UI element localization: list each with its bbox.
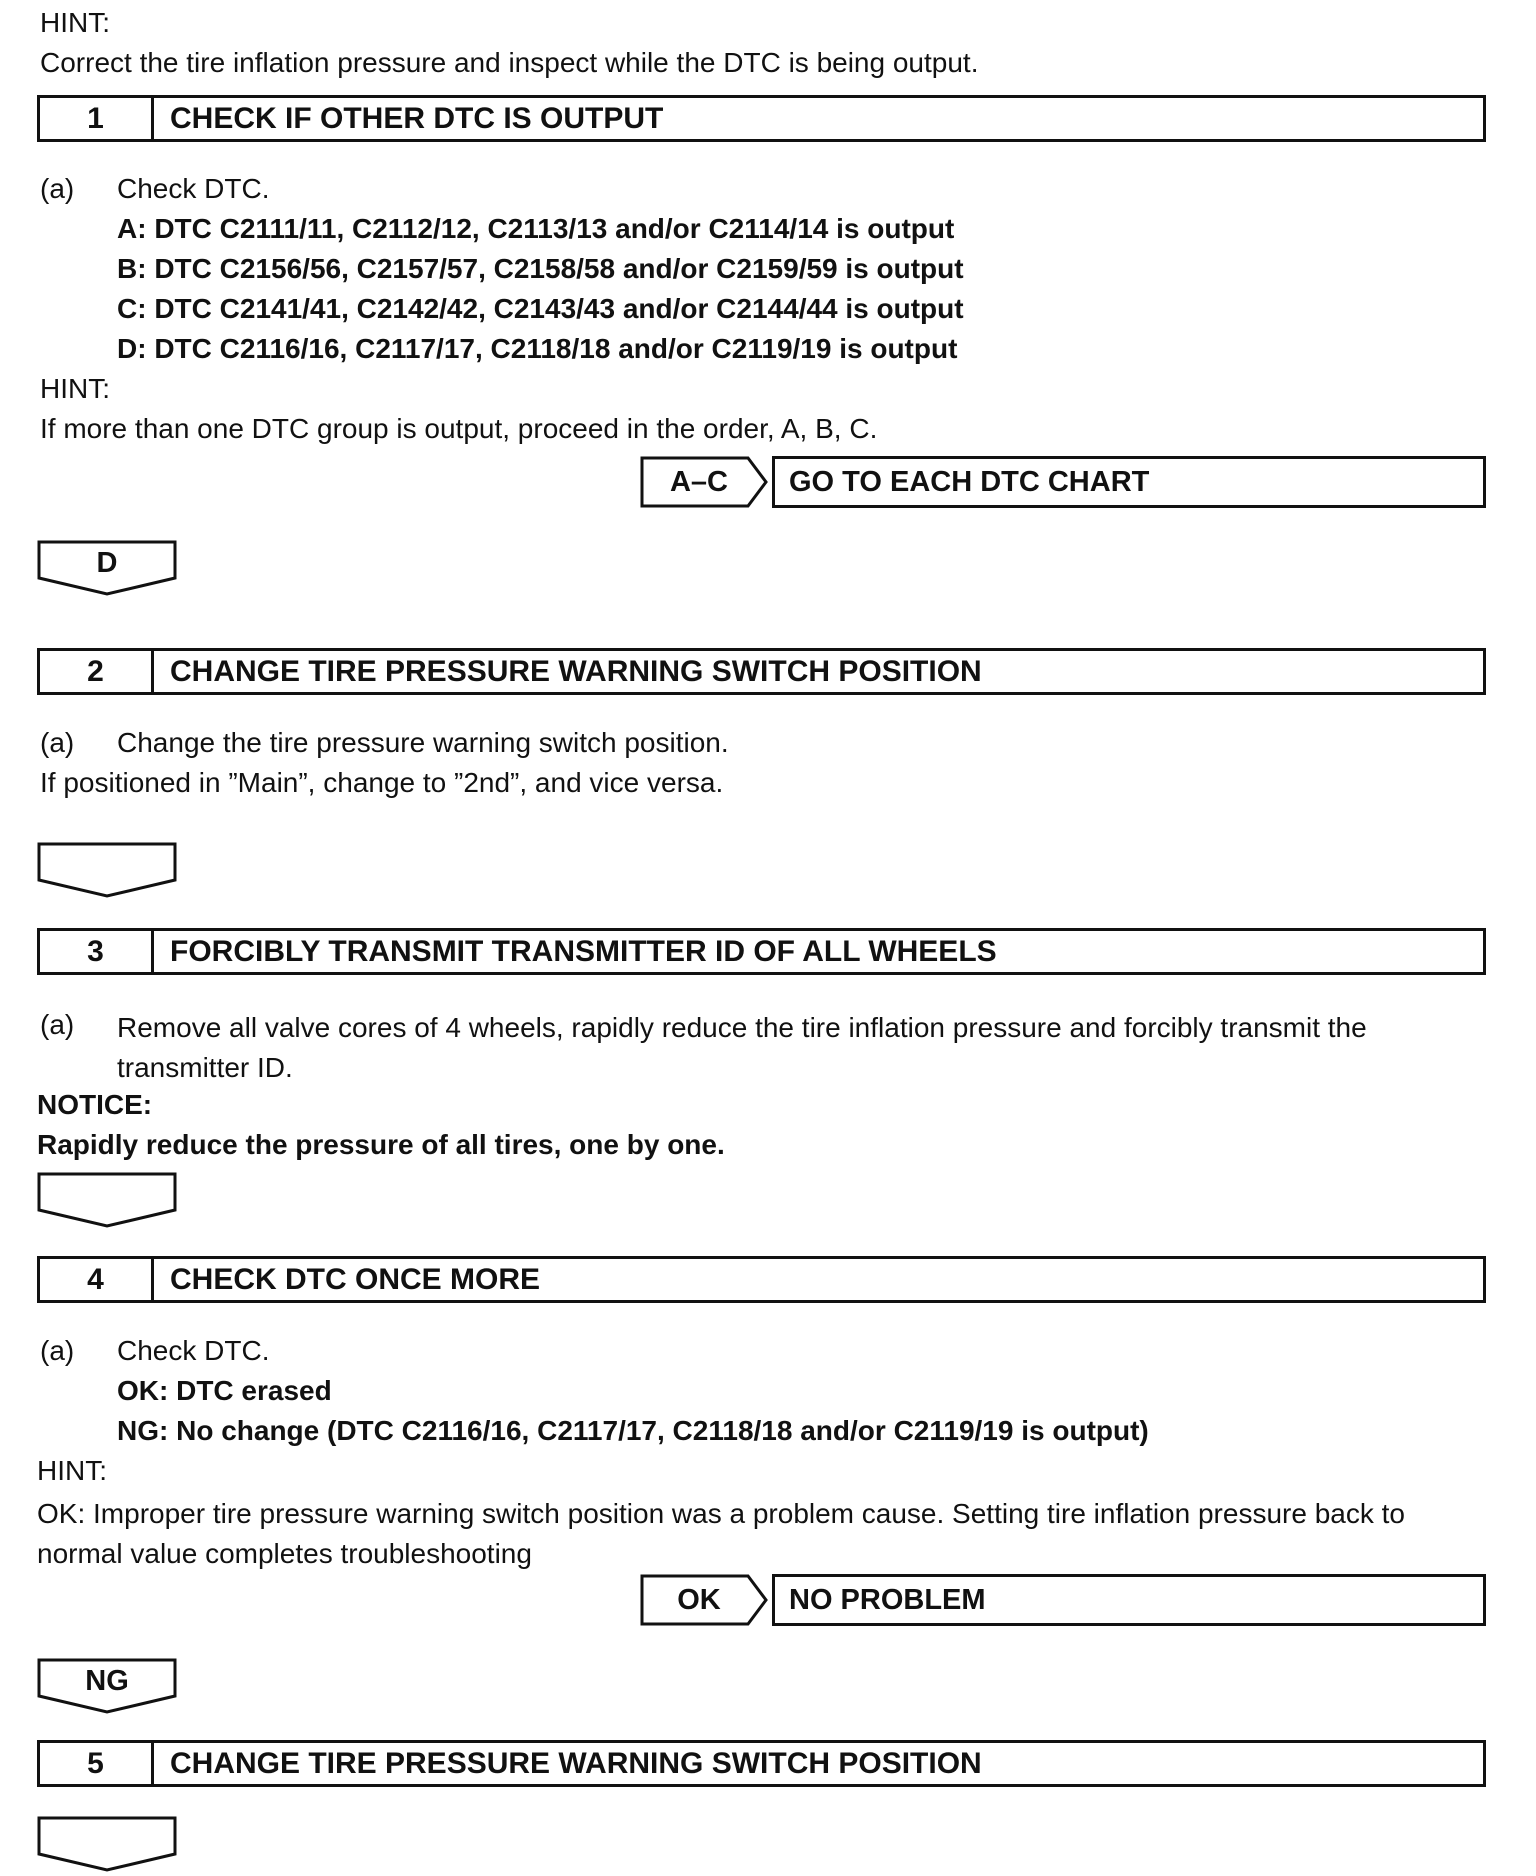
item-marker: (a): [40, 1009, 75, 1040]
step-number: 3: [40, 931, 154, 972]
step-title: CHECK IF OTHER DTC IS OUTPUT: [170, 101, 664, 135]
step-4-header: [37, 1256, 1486, 1303]
option-a: A: DTC C2111/11, C2112/12, C2113/13 and/or C2114/14 is output: [117, 213, 955, 244]
hint-text: OK: Improper tire pressure warning switch position was a problem cause. Setting tire inflation pressure back to normal value completes troubleshooting: [37, 1498, 1405, 1569]
step-5-header: [37, 1740, 1486, 1787]
result-message: NO PROBLEM: [772, 1574, 1486, 1626]
result-branch-ok: [640, 1574, 1486, 1626]
flow-arrow: [37, 1816, 177, 1874]
step-title: CHANGE TIRE PRESSURE WARNING SWITCH POSITION: [170, 654, 982, 688]
hint-label: HINT:: [40, 373, 110, 404]
item-marker: (a): [40, 1335, 75, 1366]
step-number: 4: [40, 1259, 154, 1300]
step-1-header: [37, 95, 1486, 142]
item-text: Check DTC.: [117, 1335, 270, 1366]
hint-label: HINT:: [40, 7, 110, 38]
result-message: GO TO EACH DTC CHART: [772, 456, 1486, 508]
note-text: If positioned in ”Main”, change to ”2nd”, and vice versa.: [40, 767, 724, 798]
step-number: 2: [40, 651, 154, 692]
step-3-header: [37, 928, 1486, 975]
flow-arrow-label: NG: [85, 1664, 129, 1697]
flow-arrow-label: D: [96, 546, 118, 579]
notice-text: Rapidly reduce the pressure of all tires, one by one.: [37, 1129, 725, 1160]
result-branch-a-c: [640, 456, 1486, 508]
step-2-header: [37, 648, 1486, 695]
flow-arrow: [37, 842, 177, 900]
hint-text: Correct the tire inflation pressure and inspect while the DTC is being output.: [40, 47, 979, 78]
option-c: C: DTC C2141/41, C2142/42, C2143/43 and/or C2144/44 is output: [117, 293, 964, 324]
flow-arrow-shape: [37, 842, 177, 900]
step-title: FORCIBLY TRANSMIT TRANSMITTER ID OF ALL WHEELS: [170, 934, 997, 968]
item-text: Remove all valve cores of 4 wheels, rapidly reduce the tire inflation pressure and forcibly transmit the transmitter ID.: [117, 1012, 1367, 1083]
step-number: 1: [40, 98, 154, 139]
option-d: D: DTC C2116/16, C2117/17, C2118/18 and/or C2119/19 is output: [117, 333, 958, 364]
flow-arrow-ng: [37, 1658, 177, 1716]
flow-arrow-shape: [37, 1816, 177, 1874]
result-tag: A–C: [669, 465, 728, 498]
flow-arrow-d: [37, 540, 177, 598]
result-tag: OK: [677, 1583, 721, 1616]
item-text: Change the tire pressure warning switch position.: [117, 727, 729, 758]
flow-arrow-shape: [37, 1172, 177, 1230]
ok-condition: OK: DTC erased: [117, 1375, 332, 1406]
step-number: 5: [40, 1743, 154, 1784]
item-marker: (a): [40, 173, 75, 204]
notice-label: NOTICE:: [37, 1089, 153, 1120]
item-text: Check DTC.: [117, 173, 270, 204]
step-title: CHECK DTC ONCE MORE: [170, 1262, 541, 1296]
step-title: CHANGE TIRE PRESSURE WARNING SWITCH POSITION: [170, 1746, 982, 1780]
option-b: B: DTC C2156/56, C2157/57, C2158/58 and/or C2159/59 is output: [117, 253, 964, 284]
flow-arrow: [37, 1172, 177, 1230]
item-marker: (a): [40, 727, 75, 758]
ng-condition: NG: No change (DTC C2116/16, C2117/17, C2118/18 and/or C2119/19 is output): [117, 1415, 1149, 1446]
hint-label: HINT:: [37, 1455, 107, 1486]
hint-text: If more than one DTC group is output, proceed in the order, A, B, C.: [40, 413, 878, 444]
